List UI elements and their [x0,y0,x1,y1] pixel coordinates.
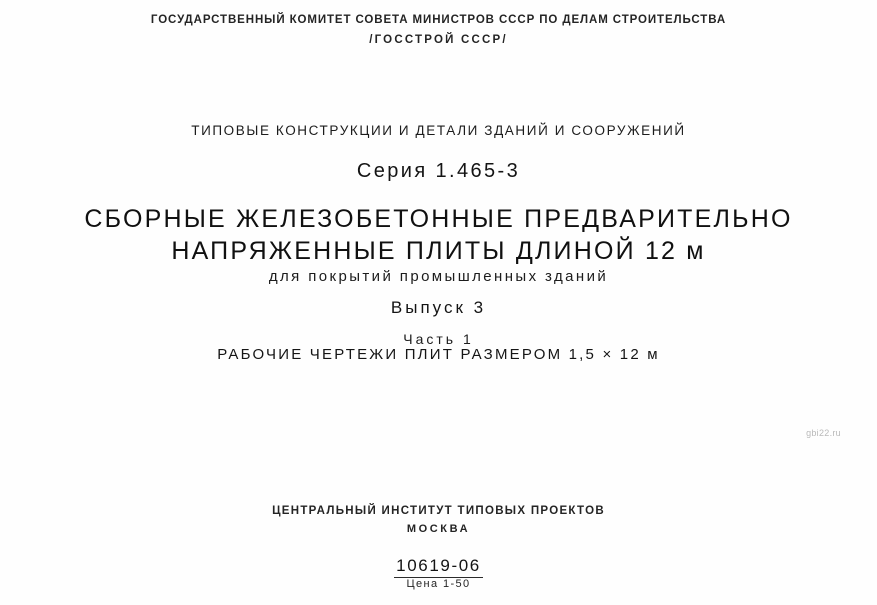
part-line: Часть 1 [403,331,474,347]
agency-header: /ГОССТРОЙ СССР/ [369,34,508,46]
document-code: 10619-06 [394,556,483,578]
code-block [0,556,877,578]
price-line: Цена 1-50 [406,578,471,590]
issue-line: Выпуск 3 [390,298,487,317]
watermark: gbi22.ru [806,428,841,438]
city-line: МОСКВА [406,523,471,535]
category-line: ТИПОВЫЕ КОНСТРУКЦИИ И ДЕТАЛИ ЗДАНИЙ И СООРУЖЕНИЙ [191,123,686,138]
part-description: РАБОЧИЕ ЧЕРТЕЖИ ПЛИТ РАЗМЕРОМ 1,5 × 12 м [217,346,660,363]
title-line-3: для покрытий промышленных зданий [268,268,609,285]
title-line-1: СБОРНЫЕ ЖЕЛЕЗОБЕТОННЫЕ ПРЕДВАРИТЕЛЬНО [84,205,793,233]
title-line-2: НАПРЯЖЕННЫЕ ПЛИТЫ ДЛИНОЙ 12 м [171,237,706,265]
ministry-header: ГОСУДАРСТВЕННЫЙ КОМИТЕТ СОВЕТА МИНИСТРОВ СССР ПО ДЕЛАМ СТРОИТЕЛЬСТВА [150,14,727,26]
publisher-line: ЦЕНТРАЛЬНЫЙ ИНСТИТУТ ТИПОВЫХ ПРОЕКТОВ [272,505,605,517]
series-line: Серия 1.465-3 [356,160,521,182]
